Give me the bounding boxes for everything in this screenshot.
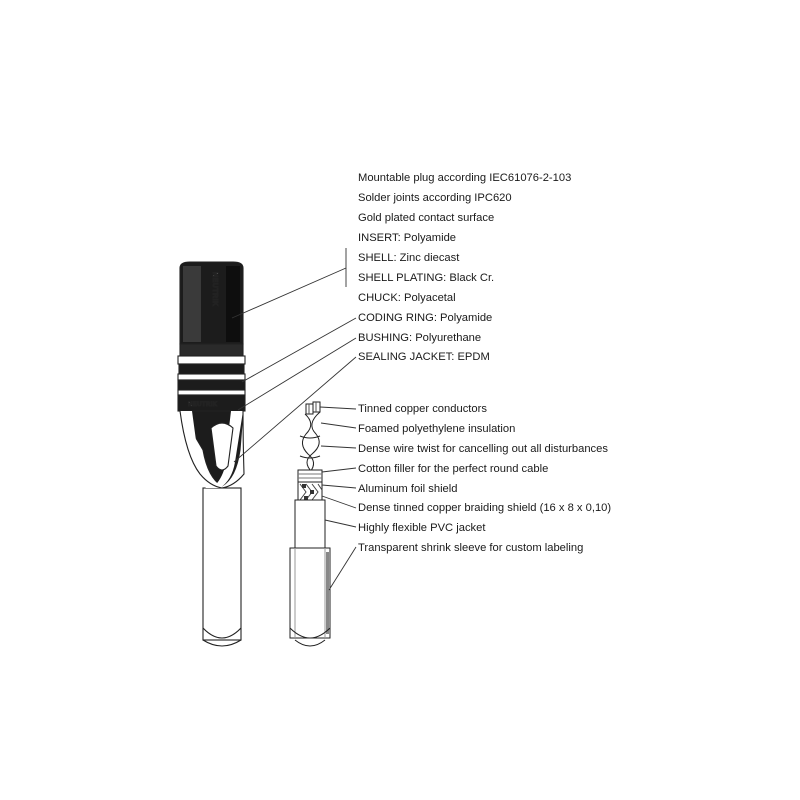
label-bushing: BUSHING: Polyurethane: [358, 332, 482, 344]
leader-braid: [322, 496, 356, 508]
label-insert: INSERT: Polyamide: [358, 232, 457, 244]
leader-shell: [232, 268, 346, 318]
connector-shell: [180, 262, 243, 344]
leader-jacket: [325, 520, 356, 527]
label-mountable-plug: Mountable plug according IEC61076-2-103: [358, 172, 572, 184]
brand-lettering-top: NEUTRIK: [211, 272, 218, 307]
leader-filler: [322, 468, 356, 472]
label-pvc-jacket: Highly flexible PVC jacket: [358, 522, 486, 534]
twisted-pair: [300, 412, 320, 472]
shrink-sleeve: [290, 548, 330, 646]
brand-lettering-ring: NEUTRIK: [188, 402, 218, 408]
connector-leader-lines: [232, 248, 356, 462]
bushing: [180, 411, 244, 488]
label-shrink-sleeve: Transparent shrink sleeve for custom labeling: [358, 542, 584, 554]
cable-cutaway: [290, 402, 330, 646]
leader-foil: [322, 485, 356, 488]
label-chuck: CHUCK: Polyacetal: [358, 292, 456, 304]
leader-insulation: [321, 423, 356, 428]
tinned-conductors: [306, 402, 320, 414]
coding-ring: [178, 344, 245, 411]
leader-sleeve: [329, 547, 356, 590]
leader-twist: [321, 446, 356, 448]
xlr-connector: [178, 262, 245, 646]
label-gold-contact: Gold plated contact surface: [358, 212, 495, 224]
label-conductors: Tinned copper conductors: [358, 403, 487, 415]
label-cotton-filler: Cotton filler for the perfect round cable: [358, 463, 549, 475]
label-braiding-shield: Dense tinned copper braiding shield (16 x 8 x 0,10): [358, 502, 612, 514]
label-wire-twist: Dense wire twist for cancelling out all disturbances: [358, 443, 608, 455]
label-solder-joints: Solder joints according IPC620: [358, 192, 512, 204]
label-shell-plating: SHELL PLATING: Black Cr.: [358, 272, 495, 284]
leader-sealing-jacket: [234, 357, 356, 462]
label-sealing-jacket: SEALING JACKET: EPDM: [358, 351, 490, 363]
label-coding-ring: CODING RING: Polyamide: [358, 312, 493, 324]
filler-shield-braid: [298, 470, 322, 502]
label-foil-shield: Aluminum foil shield: [358, 483, 458, 495]
pvc-jacket: [295, 500, 325, 548]
label-insulation: Foamed polyethylene insulation: [358, 423, 516, 435]
label-shell: SHELL: Zinc diecast: [358, 252, 460, 264]
leader-conductors: [320, 407, 356, 409]
connector-cable: [203, 488, 241, 646]
